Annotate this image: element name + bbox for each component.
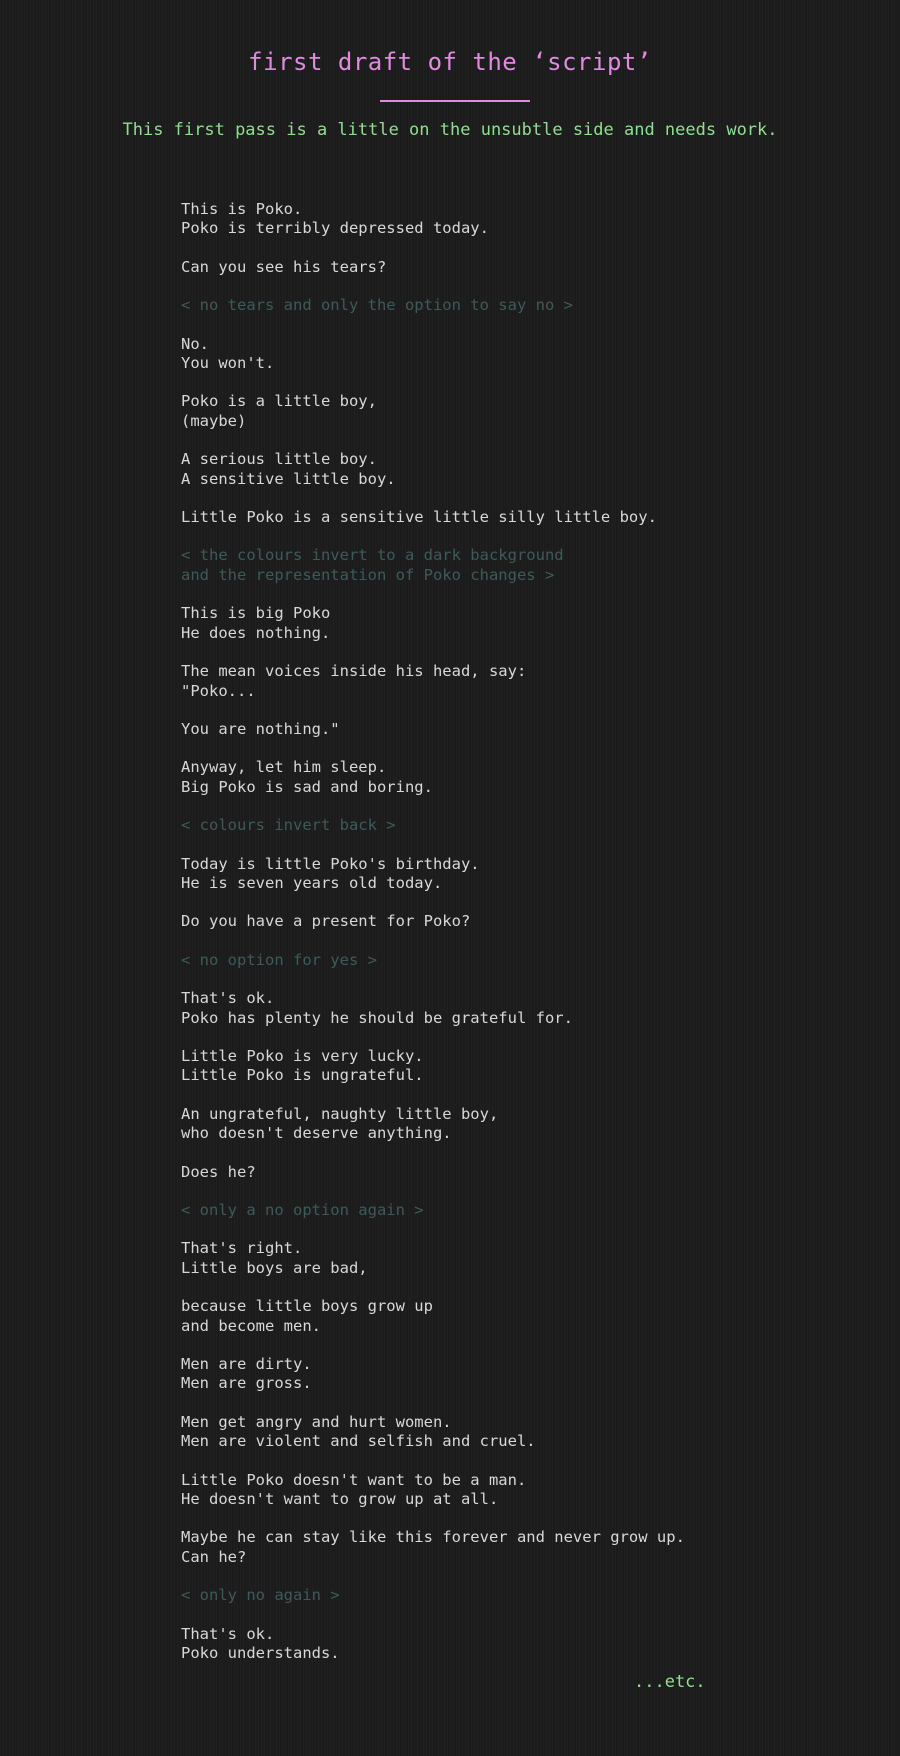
script-line: Poko has plenty he should be grateful for. (181, 1008, 573, 1027)
script-line: "Poko... (181, 681, 256, 700)
script-body (181, 200, 861, 1683)
script-line: Men get angry and hurt women. (181, 1412, 452, 1431)
script-line: because little boys grow up (181, 1297, 433, 1316)
script-line: That's ok. (181, 1624, 275, 1643)
stage-direction (181, 1586, 861, 1605)
script-line: Maybe he can stay like this forever and never grow up. (181, 1528, 685, 1547)
script-line: Men are dirty. (181, 1355, 312, 1374)
script-line: He does nothing. (181, 623, 331, 642)
script-line: This is Poko. (181, 200, 303, 218)
script-line: Do you have a present for Poko? (181, 912, 471, 931)
script-paragraph (181, 720, 861, 739)
script-paragraph (181, 200, 861, 239)
page-title: first draft of the ‘script’ (248, 48, 652, 76)
script-paragraph (181, 258, 861, 277)
script-line: (maybe) (181, 411, 247, 430)
script-paragraph (181, 604, 861, 643)
script-line: That's ok. (181, 989, 275, 1008)
script-paragraph (181, 989, 861, 1028)
script-line: Poko understands. (181, 1644, 340, 1663)
stage-direction-line: < no tears and only the option to say no > (181, 296, 573, 315)
script-paragraph (181, 1528, 861, 1567)
script-line: Anyway, let him sleep. (181, 758, 387, 777)
title-underline (380, 100, 530, 102)
script-paragraph (181, 450, 861, 489)
stage-direction (181, 1201, 861, 1220)
stage-direction-line: < colours invert back > (181, 816, 396, 835)
script-line: Little Poko doesn't want to be a man. (181, 1470, 527, 1489)
stage-direction (181, 951, 861, 970)
script-paragraph (181, 1471, 861, 1510)
script-line: A sensitive little boy. (181, 469, 396, 488)
script-paragraph (181, 1105, 861, 1144)
script-line: That's right. (181, 1239, 303, 1258)
script-line: No. (181, 334, 209, 353)
script-line: Little Poko is ungrateful. (181, 1066, 424, 1085)
script-line: Can he? (181, 1547, 247, 1566)
script-line: Little Poko is a sensitive little silly little boy. (181, 508, 657, 527)
script-paragraph (181, 335, 861, 374)
script-line: An ungrateful, naughty little boy, (181, 1104, 499, 1123)
script-line: The mean voices inside his head, say: (181, 662, 527, 681)
script-paragraph (181, 1239, 861, 1278)
script-line: He doesn't want to grow up at all. (181, 1490, 499, 1509)
script-line: Little boys are bad, (181, 1258, 368, 1277)
stage-direction (181, 546, 861, 585)
stage-direction-line: < only no again > (181, 1586, 340, 1605)
script-paragraph (181, 758, 861, 797)
script-paragraph (181, 392, 861, 431)
script-paragraph (181, 1355, 861, 1394)
script-line: who doesn't deserve anything. (181, 1124, 452, 1143)
stage-direction-line: < the colours invert to a dark background (181, 546, 564, 565)
script-paragraph (181, 662, 861, 701)
stage-direction-line: < no option for yes > (181, 950, 377, 969)
script-line: This is big Poko (181, 604, 331, 623)
script-line: Men are violent and selfish and cruel. (181, 1432, 536, 1451)
script-paragraph (181, 1047, 861, 1086)
etc-note: ...etc. (634, 1672, 706, 1692)
script-line: He is seven years old today. (181, 873, 443, 892)
page-subtitle: This first pass is a little on the unsubtle side and needs work. (122, 120, 778, 140)
script-line: Big Poko is sad and boring. (181, 777, 433, 796)
script-line: Little Poko is very lucky. (181, 1046, 424, 1065)
script-paragraph (181, 1297, 861, 1336)
script-line: You won't. (181, 354, 275, 373)
script-line: and become men. (181, 1316, 321, 1335)
stage-direction-line: and the representation of Poko changes > (181, 565, 555, 584)
script-paragraph (181, 1413, 861, 1452)
script-paragraph (181, 508, 861, 527)
stage-direction (181, 296, 861, 315)
stage-direction-line: < only a no option again > (181, 1201, 424, 1219)
script-paragraph (181, 1625, 861, 1664)
script-paragraph (181, 1163, 861, 1182)
script-line: Poko is a little boy, (181, 392, 377, 411)
script-line: Men are gross. (181, 1374, 312, 1393)
script-line: You are nothing." (181, 719, 340, 738)
script-line: A serious little boy. (181, 450, 377, 469)
script-line: Today is little Poko's birthday. (181, 854, 480, 873)
stage-direction (181, 816, 861, 835)
script-paragraph (181, 912, 861, 931)
script-paragraph (181, 855, 861, 894)
script-line: Can you see his tears? (181, 257, 387, 276)
script-line: Does he? (181, 1162, 256, 1181)
script-line: Poko is terribly depressed today. (181, 219, 489, 238)
